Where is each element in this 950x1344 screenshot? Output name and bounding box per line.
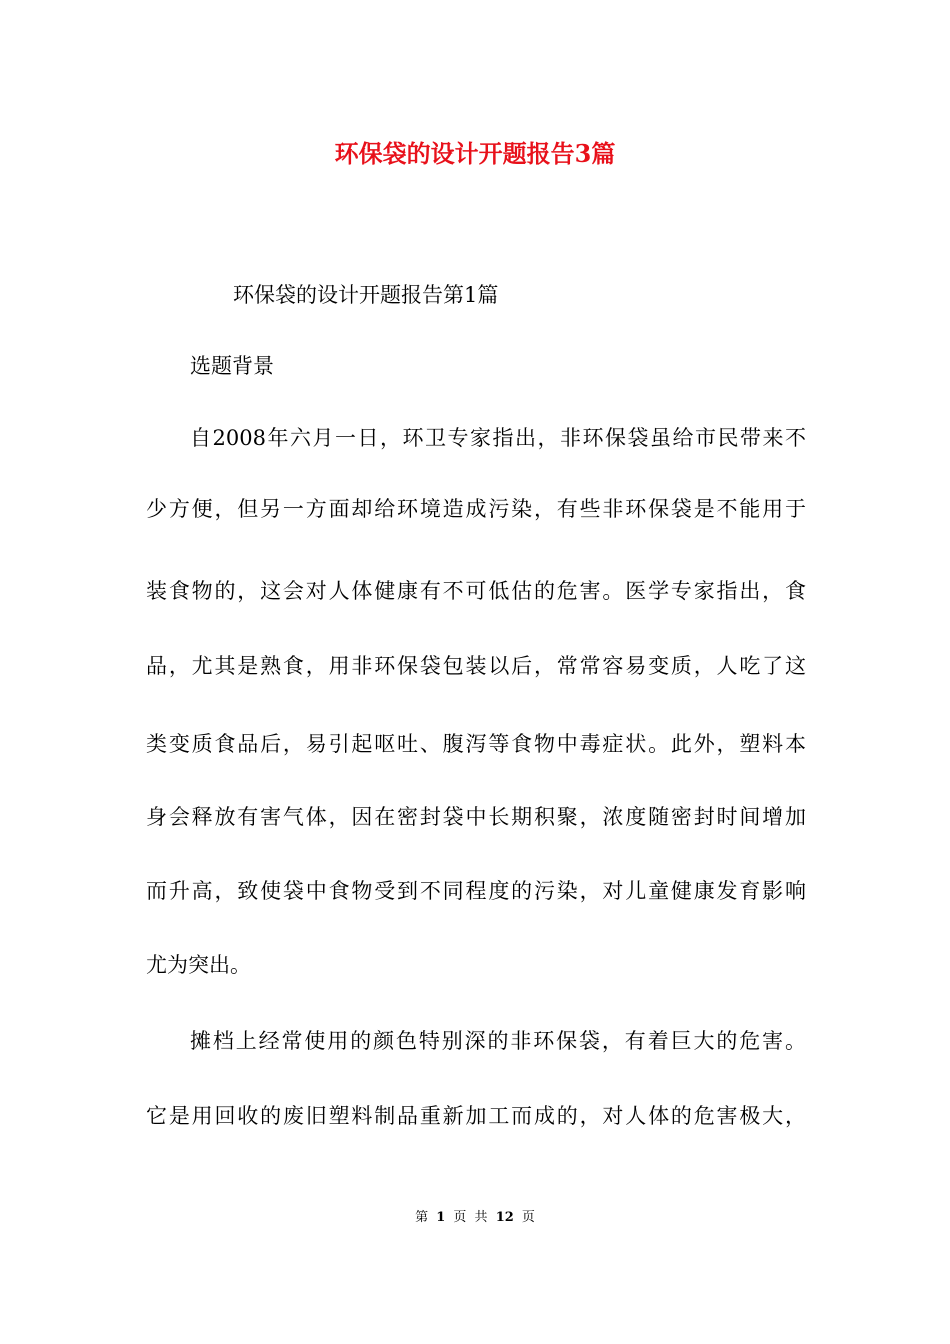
paragraph-line: 品，尤其是熟食，用非环保袋包装以后，常常容易变质，人吃了这 — [146, 654, 806, 678]
paragraph-line: 少方便，但另一方面却给环境造成污染，有些非环保袋是不能用于 — [146, 497, 806, 521]
sub-heading: 选题背景 — [190, 354, 274, 378]
section-heading: 环保袋的设计开题报告第1篇 — [233, 283, 499, 307]
footer-page-number: 1 — [436, 1210, 446, 1225]
footer-prefix: 第 — [415, 1210, 429, 1225]
paragraph-line: 摊档上经常使用的颜色特别深的非环保袋，有着巨大的危害。 — [190, 1029, 806, 1053]
footer-suffix: 页 — [521, 1210, 535, 1225]
paragraph-line: 尤为突出。 — [146, 953, 251, 977]
paragraph-line: 自2008年六月一日，环卫专家指出，非环保袋虽给市民带来不 — [190, 426, 806, 450]
paragraph-line: 它是用回收的废旧塑料制品重新加工而成的，对人体的危害极大， — [146, 1104, 806, 1128]
page-footer — [0, 1209, 950, 1227]
paragraph-line: 身会释放有害气体，因在密封袋中长期积聚，浓度随密封时间增加 — [146, 805, 806, 829]
paragraph-line: 类变质食品后，易引起呕吐、腹泻等食物中毒症状。此外，塑料本 — [146, 732, 806, 756]
paragraph-line: 装食物的，这会对人体健康有不可低估的危害。医学专家指出，食 — [146, 579, 806, 603]
footer-total-pages: 12 — [495, 1210, 514, 1225]
document-title: 环保袋的设计开题报告3篇 — [334, 139, 616, 168]
footer-middle: 页 共 — [453, 1210, 488, 1225]
paragraph-line: 而升高，致使袋中食物受到不同程度的污染，对儿童健康发育影响 — [146, 879, 806, 903]
